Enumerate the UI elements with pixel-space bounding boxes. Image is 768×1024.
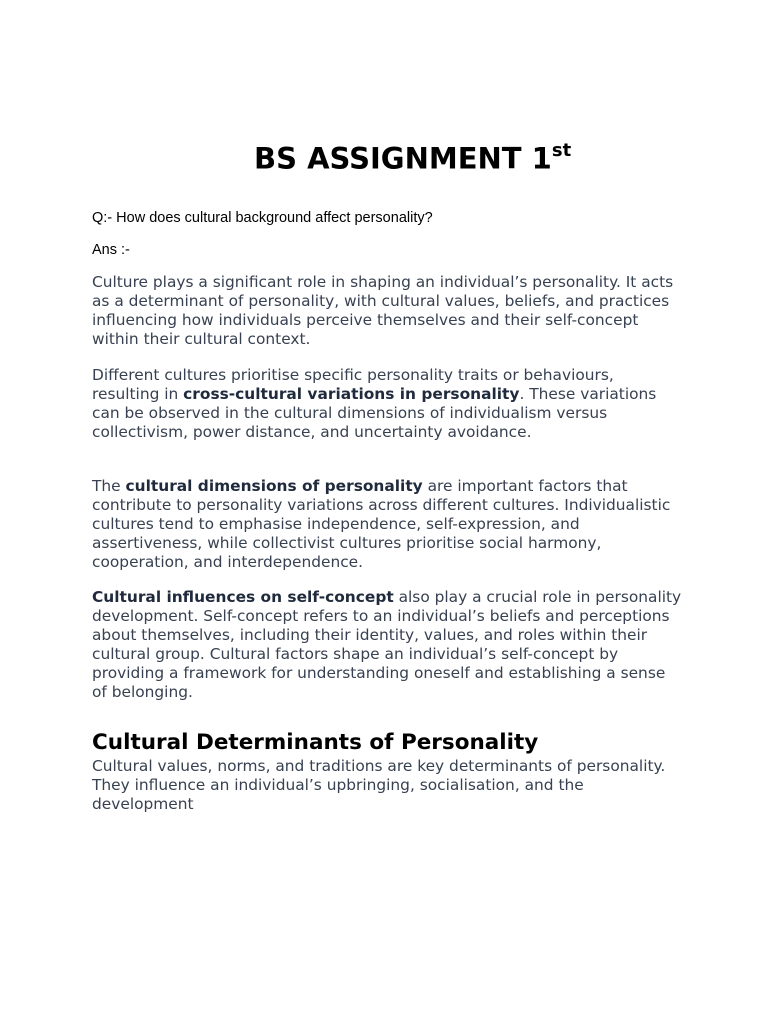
paragraph-2-bold-term: cross-cultural variations in personality xyxy=(183,385,520,404)
paragraph-2-text-before: Different cultures prioritise specific personality traits or behaviours, resulting in xyxy=(92,366,614,404)
paragraph-3-text-before: The xyxy=(92,477,126,495)
paragraph-3-text-after: are important factors that contribute to personality variations across different cultures. Individualistic cultures tend to emphasise independence, self-expression, and assertiveness, while collectivist cultures prioritise social harmony, cooperation, and interdependence. xyxy=(92,477,671,572)
page-title xyxy=(254,134,571,178)
paragraph-4-bold-term: Cultural influences on self-concept xyxy=(92,588,394,606)
paragraph-2 xyxy=(92,366,684,442)
paragraph-4-text-after: also play a crucial role in personality development. Self-concept refers to an individual’s beliefs and perceptions about themselves, including their identity, values, and roles within their cultural group. Cultural factors shape an individual’s self-concept by providing a framework for understanding oneself and establishing a sense of belonging. xyxy=(92,588,682,702)
title-superscript: st xyxy=(551,140,572,161)
section-paragraph: Cultural values, norms, and traditions are key determinants of personality. They influence an individual’s upbringing, socialisation, and the development xyxy=(92,757,666,814)
title-text: BS ASSIGNMENT 1 xyxy=(254,141,552,176)
paragraph-2-text-after: . These variations can be observed in the cultural dimensions of individualism versus collectivism, power distance, and uncertainty avoidance. xyxy=(92,385,657,442)
answer-label: Ans :- xyxy=(92,242,130,258)
section-heading: Cultural Determinants of Personality xyxy=(92,730,539,755)
paragraph-4 xyxy=(92,588,684,703)
paragraph-3 xyxy=(92,477,684,572)
question-text: Q:- How does cultural background affect personality? xyxy=(92,210,433,226)
paragraph-3-bold-term: cultural dimensions of personality xyxy=(125,477,423,495)
paragraph-1: Culture plays a significant role in shaping an individual’s personality. It acts as a determinant of personality, with cultural values, beliefs, and practices influencing how individuals perceive themselves and their self-concept within their cultural context. xyxy=(92,273,674,349)
